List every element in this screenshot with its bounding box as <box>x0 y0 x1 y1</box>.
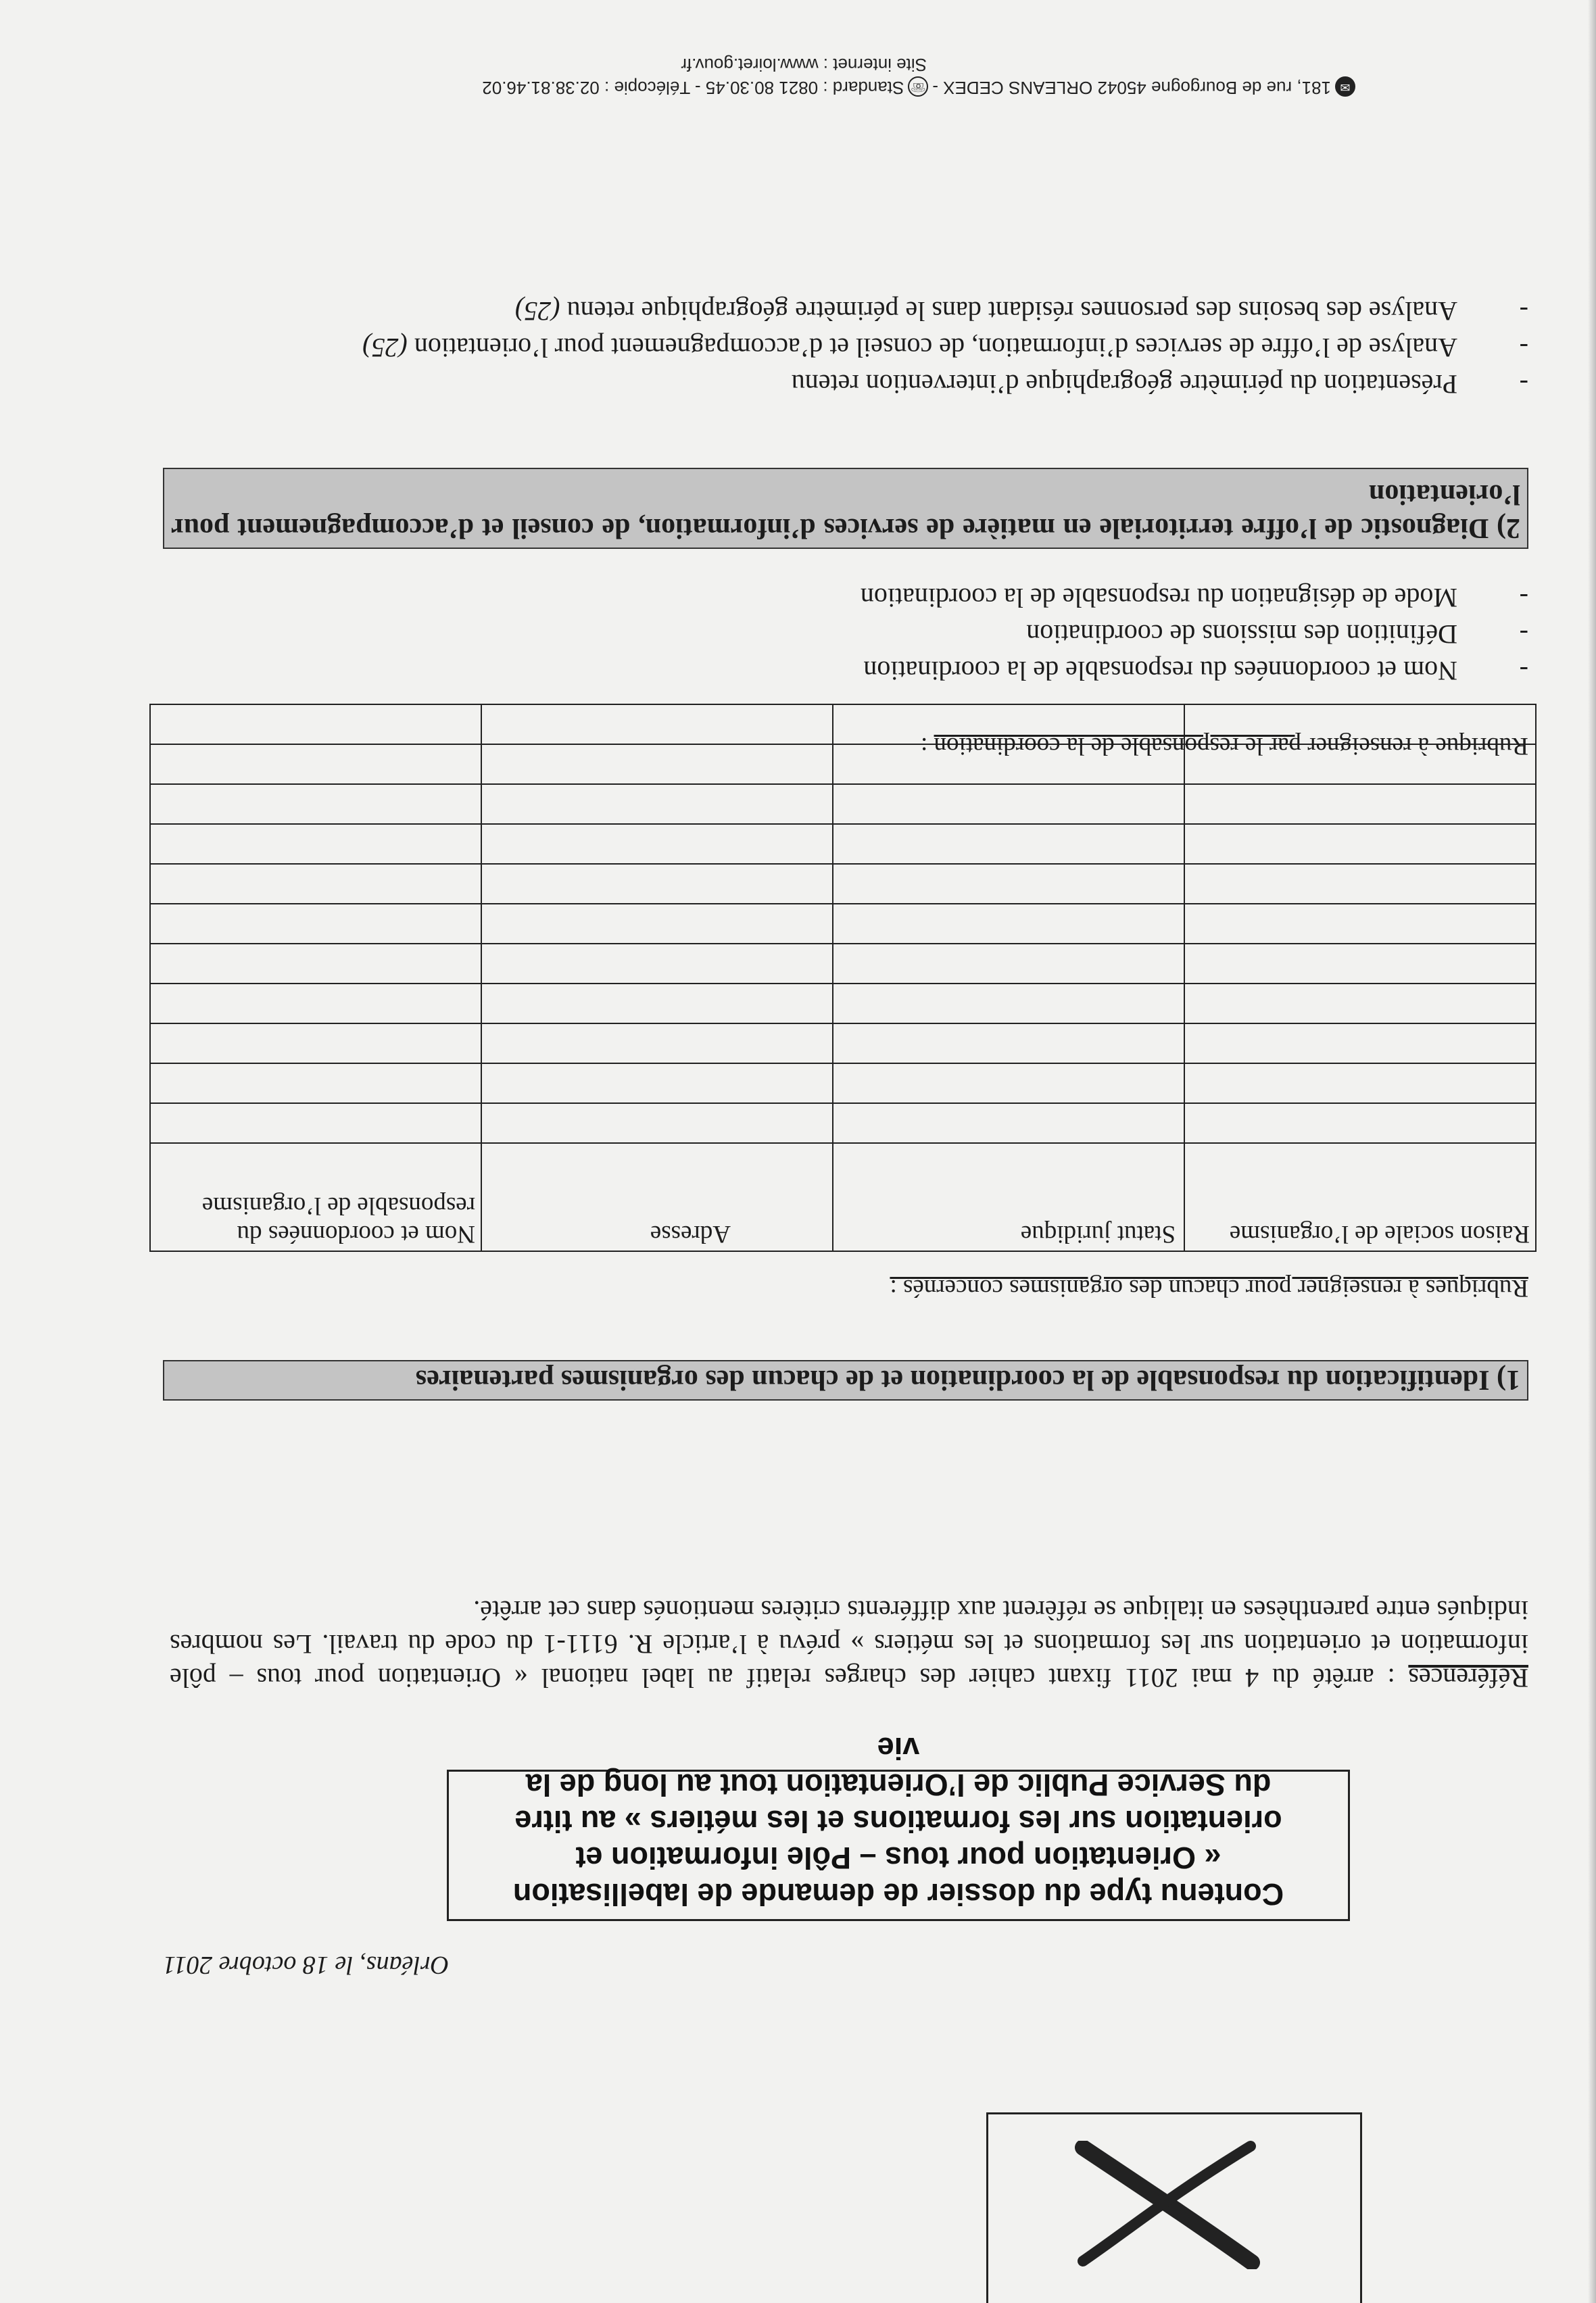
references-label: Références <box>1408 1663 1528 1693</box>
list-item <box>170 652 1528 689</box>
dash-mark: - <box>1519 369 1528 399</box>
partners-table <box>149 704 1537 1252</box>
table-cell[interactable] <box>150 1023 481 1063</box>
table-cell[interactable] <box>833 1023 1184 1063</box>
list-item <box>170 329 1528 366</box>
title-line: orientation sur les formations et les métiers » au titre <box>514 1804 1282 1839</box>
title-line: « Orientation pour tous – Pôle information et <box>575 1841 1222 1875</box>
list-item <box>170 579 1528 616</box>
list-item-text: Présentation du périmètre géographique d’intervention retenu <box>791 369 1457 399</box>
rubric-text: Rubriques à renseigner pour chacun des organismes concernés : <box>890 1274 1528 1302</box>
table-cell[interactable] <box>833 904 1184 944</box>
references-text: : arrêté du 4 mai 2011 fixant cahier des charges relatif au label national « Orientation pour tous – pôle information et orientation sur les formations et les métiers » prévu à l’article R. 6111-1 du code du travail. Les nombres indiqués entre parenthèses en italique se réfèrent aux différents critères mentionés dans cet arrêté. <box>170 1595 1528 1693</box>
col-header-raison-sociale: Raison sociale de l’organisme <box>1184 1143 1536 1251</box>
logo-box <box>986 2112 1362 2303</box>
table-cell[interactable] <box>1184 824 1536 864</box>
table-cell[interactable] <box>150 1063 481 1103</box>
list-item-text: Mode de désignation du responsable de la coordination <box>860 583 1457 613</box>
table-row <box>150 984 1536 1023</box>
criterion-ref: (25) <box>514 296 560 326</box>
list-item <box>170 366 1528 402</box>
table-cell[interactable] <box>481 944 833 984</box>
title-box <box>447 1731 1350 1921</box>
table-cell[interactable] <box>481 1103 833 1143</box>
table-cell[interactable] <box>1184 904 1536 944</box>
title-line: du Service Public de l’Orientation tout au long de la <box>525 1768 1272 1802</box>
table-header-row <box>150 1143 1536 1251</box>
dash-mark: - <box>1519 656 1528 686</box>
table-cell[interactable] <box>481 1063 833 1103</box>
scan-edge <box>1588 0 1596 2303</box>
table-row <box>150 1063 1536 1103</box>
rubric2-prefix: Rubrique à renseigner <box>1301 732 1528 760</box>
criterion-ref: (25) <box>362 333 408 363</box>
table-cell[interactable] <box>150 904 481 944</box>
table-cell[interactable] <box>481 904 833 944</box>
table-cell[interactable] <box>1184 984 1536 1023</box>
table-row <box>150 864 1536 904</box>
cross-logo-icon <box>1069 2141 1265 2269</box>
table-cell[interactable] <box>1184 944 1536 984</box>
footer-address: 181, rue de Bourgogne 45042 ORLEANS CEDEX - <box>932 78 1331 98</box>
coordination-list <box>170 579 1528 689</box>
table-cell[interactable] <box>150 784 481 824</box>
table-row <box>150 784 1536 824</box>
table-cell[interactable] <box>150 944 481 984</box>
footer-line <box>210 76 1359 99</box>
section1-heading: 1) Identification du responsable de la coordination et de chacun des organismes partenaires <box>163 1360 1528 1401</box>
rubric-coordination <box>921 731 1528 760</box>
table-row <box>150 944 1536 984</box>
list-item-text: Analyse des besoins des personnes résidant dans le périmètre géographique retenu <box>560 296 1457 326</box>
table-cell[interactable] <box>1184 1063 1536 1103</box>
phone-icon: ☏ <box>908 76 928 97</box>
table-cell[interactable] <box>150 864 481 904</box>
table-cell[interactable] <box>833 1063 1184 1103</box>
footer <box>210 53 1359 99</box>
list-item-text: Analyse de l’offre de services d’information, de conseil et d’accompagnement pour l’orientation <box>407 333 1457 363</box>
table-cell[interactable] <box>1184 1023 1536 1063</box>
col-header-statut: Statut juridique <box>833 1143 1184 1251</box>
table-row <box>150 904 1536 944</box>
dash-mark: - <box>1519 296 1528 326</box>
table-cell[interactable] <box>481 824 833 864</box>
table-row <box>150 1103 1536 1143</box>
title-line: vie <box>877 1731 920 1766</box>
table-cell[interactable] <box>481 1023 833 1063</box>
table-row <box>150 1023 1536 1063</box>
table-cell[interactable] <box>833 864 1184 904</box>
title-line: Contenu type du dossier de demande de labellisation <box>512 1877 1284 1912</box>
diagnostic-list <box>170 293 1528 402</box>
table-cell[interactable] <box>150 984 481 1023</box>
references-paragraph <box>170 1593 1528 1695</box>
table-cell[interactable] <box>833 824 1184 864</box>
table-cell[interactable] <box>833 784 1184 824</box>
table-cell[interactable] <box>481 704 833 744</box>
table-cell[interactable] <box>481 864 833 904</box>
table-cell[interactable] <box>833 1103 1184 1143</box>
list-item <box>170 616 1528 652</box>
list-item-text: Définition des missions de coordination <box>1026 619 1457 650</box>
dash-mark: - <box>1519 333 1528 363</box>
section2-heading: 2) Diagnostic de l’offre territoriale en matière de services d’information, de conseil et d’accompagnement pour l’orientation <box>163 468 1528 549</box>
list-item-text: Nom et coordonnées du responsable de la coordination <box>863 656 1457 686</box>
list-item <box>170 293 1528 329</box>
table-cell[interactable] <box>150 744 481 784</box>
rubric-organismes <box>890 1273 1528 1303</box>
date-line: Orléans, le 18 octobre 2011 <box>163 1951 450 1979</box>
col-header-responsable: Nom et coordonnées du responsable de l’organisme <box>150 1143 481 1251</box>
table-row <box>150 824 1536 864</box>
table-cell[interactable] <box>481 984 833 1023</box>
table-cell[interactable] <box>1184 864 1536 904</box>
col-header-adresse: Adresse <box>481 1143 833 1251</box>
mail-icon: ✉ <box>1335 76 1355 97</box>
table-cell[interactable] <box>1184 784 1536 824</box>
dash-mark: - <box>1519 619 1528 650</box>
table-cell[interactable] <box>150 704 481 744</box>
table-cell[interactable] <box>481 744 833 784</box>
table-cell[interactable] <box>150 1103 481 1143</box>
footer-standard: Standard : 0821 80.30.45 - Télécopie : 02.38.81.46.02 <box>482 78 904 98</box>
footer-site: Site internet : www.loiret.gouv.fr <box>681 54 927 75</box>
rubric2-suffix: : <box>921 732 934 760</box>
rubric2-underlined: par le responsable de la coordination <box>934 732 1302 760</box>
table-cell[interactable] <box>833 944 1184 984</box>
table-cell[interactable] <box>481 784 833 824</box>
dash-mark: - <box>1519 583 1528 613</box>
table-cell[interactable] <box>150 824 481 864</box>
table-cell[interactable] <box>1184 1103 1536 1143</box>
table-cell[interactable] <box>833 984 1184 1023</box>
